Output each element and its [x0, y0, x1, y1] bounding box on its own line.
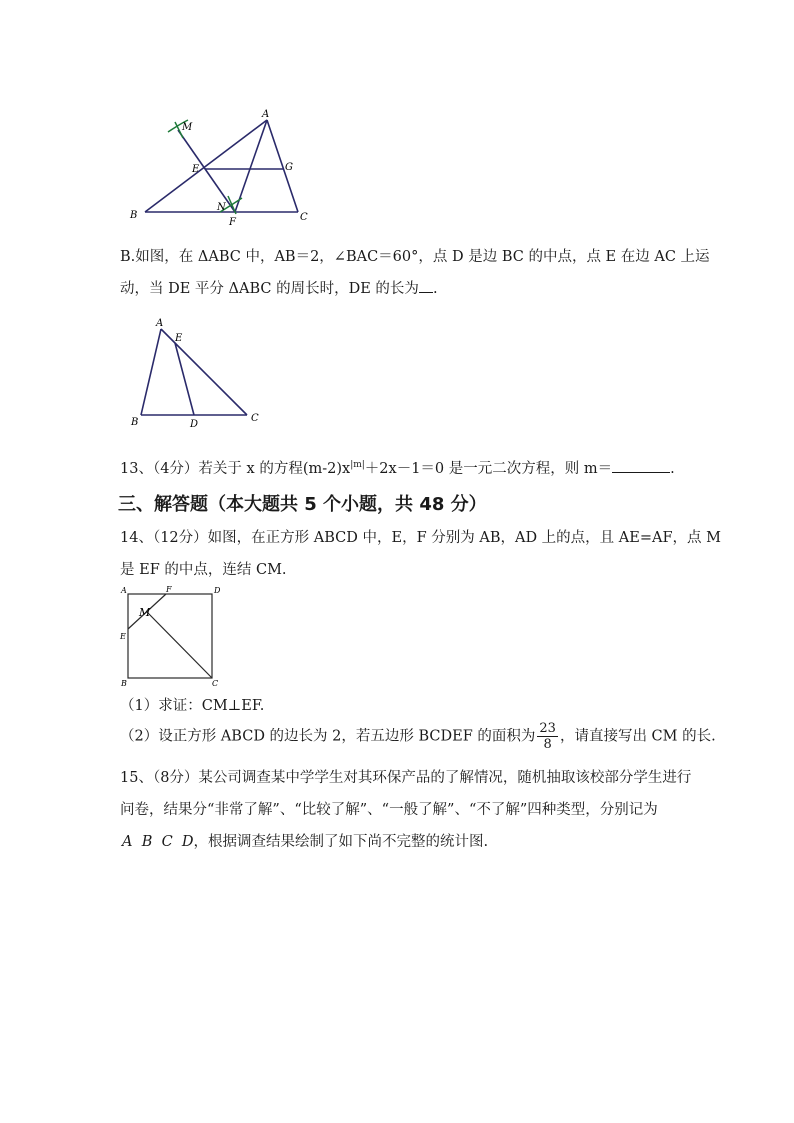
q14-part1: [120, 697, 264, 715]
q13-middle: ＋2x－1＝0 是一元二次方程，则 m＝: [364, 460, 613, 477]
q15-line1-text: 15、（8分）某公司调查某中学学生对其环保产品的了解情况，随机抽取该校部分学生进行: [120, 770, 692, 786]
q14-part2-after: ，请直接写出 CM 的长.: [559, 728, 716, 745]
q14-line2-text: 是 EF 的中点，连结 CM.: [120, 562, 287, 578]
side-ab: [145, 120, 267, 212]
q12-line2-text: 动，当 DE 平分 ΔABC 的周长时，DE 的长为: [120, 281, 419, 297]
label-b: B: [131, 417, 139, 428]
side-ab: [141, 329, 161, 415]
figure-square-abcd: [118, 585, 228, 690]
side-ac: [267, 120, 298, 212]
figure-triangle-egf: [120, 108, 320, 228]
segment-de: [175, 343, 194, 415]
section-title: 三、解答题（本大题共 5 个小题，共 48 分）: [118, 494, 487, 515]
q15-line2: [120, 801, 658, 819]
label-m: M: [182, 122, 193, 133]
q14-line1-text: 14、（12分）如图，在正方形 ABCD 中，E，F 分别为 AB，AD 上的点，且 AE=AF，点 M: [120, 530, 721, 546]
label-m: M: [139, 606, 151, 619]
line-mf: [178, 130, 235, 212]
q15-line3: [122, 833, 488, 851]
q12-line2: [120, 280, 438, 298]
label-f: F: [166, 585, 172, 594]
label-e: E: [120, 632, 126, 641]
q14-line2: [120, 561, 287, 579]
q14-part2-before: （2）设正方形 ABCD 的边长为 2，若五边形 BCDEF 的面积为: [120, 728, 536, 745]
label-n: N: [217, 202, 226, 213]
figure-triangle-de: [125, 315, 275, 430]
q15-letters: A B C D: [122, 834, 194, 850]
q13-end: .: [670, 460, 675, 477]
label-g: G: [285, 162, 293, 173]
label-a: A: [156, 318, 164, 329]
q12-line1: [120, 248, 710, 266]
q15-line3-after: ，根据调查结果绘制了如下尚不完整的统计图.: [193, 834, 489, 850]
q13-prefix: 13、（4分）若关于 x 的方程(m-2)x: [120, 460, 351, 477]
label-c: C: [251, 413, 259, 424]
label-a: A: [262, 109, 270, 120]
label-b: B: [121, 679, 127, 688]
label-a: A: [121, 586, 127, 595]
side-ac: [161, 329, 247, 415]
q13-answer-blank[interactable]: [612, 472, 670, 473]
q14-part1-text: （1）求证：CM⊥EF.: [120, 698, 265, 714]
fraction-numerator: 23: [539, 721, 556, 736]
q12-answer-blank[interactable]: [419, 292, 433, 293]
q15-line2-text: 问卷，结果分“非常了解”、“比较了解”、“一般了解”、“不了解”四种类型，分别记为: [120, 802, 658, 818]
label-b: B: [130, 210, 138, 221]
q14-line1: [120, 529, 721, 547]
q13-exponent: |m|: [350, 460, 365, 470]
q12-line1-text: B.如图，在 ΔABC 中，AB＝2，∠BAC＝60°，点 D 是边 BC 的中点，点 E 在边 AC 上运: [120, 249, 710, 265]
q14-part2: [120, 721, 716, 752]
q12-line2-end: .: [432, 281, 438, 297]
label-d: D: [190, 419, 199, 430]
q14-fraction: [537, 721, 558, 752]
label-c: C: [300, 212, 308, 223]
q15-line1: [120, 769, 691, 787]
label-e: E: [192, 164, 200, 175]
q13: [120, 456, 675, 478]
segment-cm: [147, 612, 212, 678]
label-f: F: [229, 217, 236, 228]
label-c: C: [212, 679, 219, 688]
fraction-denominator: 8: [543, 737, 552, 752]
label-e: E: [175, 333, 183, 344]
line-af: [235, 120, 267, 212]
label-d: D: [214, 586, 221, 595]
